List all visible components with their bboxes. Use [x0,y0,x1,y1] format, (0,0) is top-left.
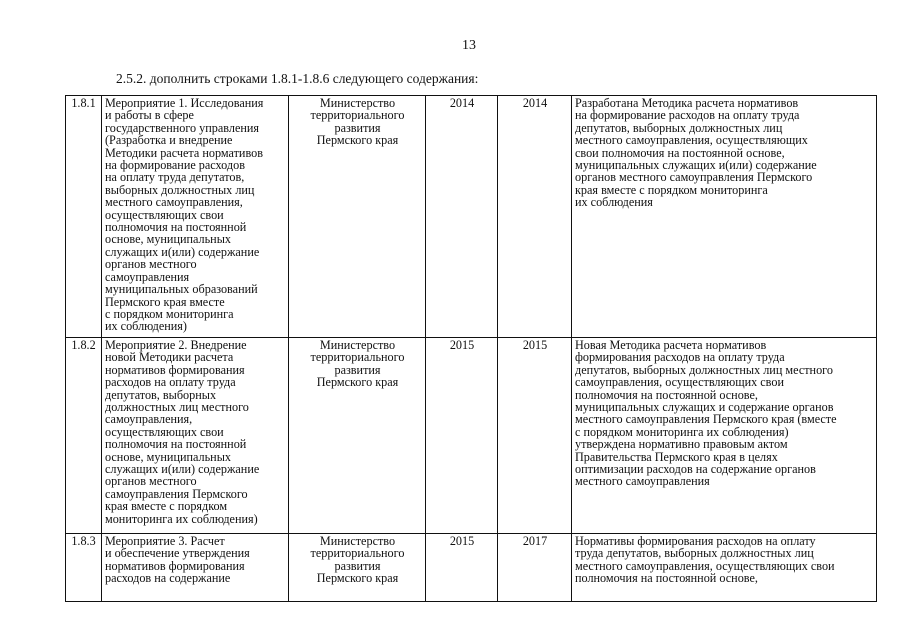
ministry-cell: Министерство территориального развития Пермского края [289,96,426,338]
activity-cell: Мероприятие 2. Внедрение новой Методики расчета нормативов формирования расходов на оплату труда депутатов, выборных должностных лиц местного самоуправления, осуществляющих свои полномочия на постоянной основе, муниципальных служащих и(или) содержание органов местного самоуправления Пермского края вместе с порядком мониторинга их соблюдения) [102,338,289,534]
ministry-cell: Министерство территориального развития Пермского края [289,534,426,602]
year-start-cell: 2015 [426,338,498,534]
measures-table [65,95,877,602]
year-end-cell: 2017 [498,534,572,602]
intro-text: 2.5.2. дополнить строками 1.8.1-1.8.6 следующего содержания: [116,71,479,86]
result-cell: Новая Методика расчета нормативов формирования расходов на оплату труда депутатов, выборных должностных лиц местного самоуправления, осуществляющих свои полномочия на постоянной основе, муниципальных служащих и содержание органов местного самоуправления Пермского края (вместе с порядком мониторинга их соблюдения) утверждена нормативно правовым актом Правительства Пермского края в целях оптимизации расходов на содержание органов местного самоуправления [572,338,877,534]
page-number: 13 [462,38,476,53]
row-number: 1.8.1 [66,96,102,338]
table-row [66,96,877,338]
activity-cell: Мероприятие 1. Исследования и работы в сфере государственного управления (Разработка и внедрение Методики расчета нормативов на формирование расходов на оплату труда депутатов, выборных должностных лиц местного самоуправления, осуществляющих свои полномочия на постоянной основе, муниципальных служащих и(или) содержание органов местного самоуправления муниципальных образований Пермского края вместе с порядком мониторинга их соблюдения) [102,96,289,338]
table-row [66,534,877,602]
row-number: 1.8.3 [66,534,102,602]
year-end-cell: 2014 [498,96,572,338]
table-row [66,338,877,534]
year-end-cell: 2015 [498,338,572,534]
year-start-cell: 2015 [426,534,498,602]
row-number: 1.8.2 [66,338,102,534]
result-cell: Разработана Методика расчета нормативов на формирование расходов на оплату труда депутатов, выборных должностных лиц местного самоуправления, осуществляющих свои полномочия на постоянной основе, муниципальных служащих и(или) содержание органов местного самоуправления Пермского края вместе с порядком мониторинга их соблюдения [572,96,877,338]
year-start-cell: 2014 [426,96,498,338]
result-cell: Нормативы формирования расходов на оплату труда депутатов, выборных должностных лиц местного самоуправления, осуществляющих свои полномочия на постоянной основе, [572,534,877,602]
ministry-cell: Министерство территориального развития Пермского края [289,338,426,534]
activity-cell: Мероприятие 3. Расчет и обеспечение утверждения нормативов формирования расходов на содержание [102,534,289,602]
